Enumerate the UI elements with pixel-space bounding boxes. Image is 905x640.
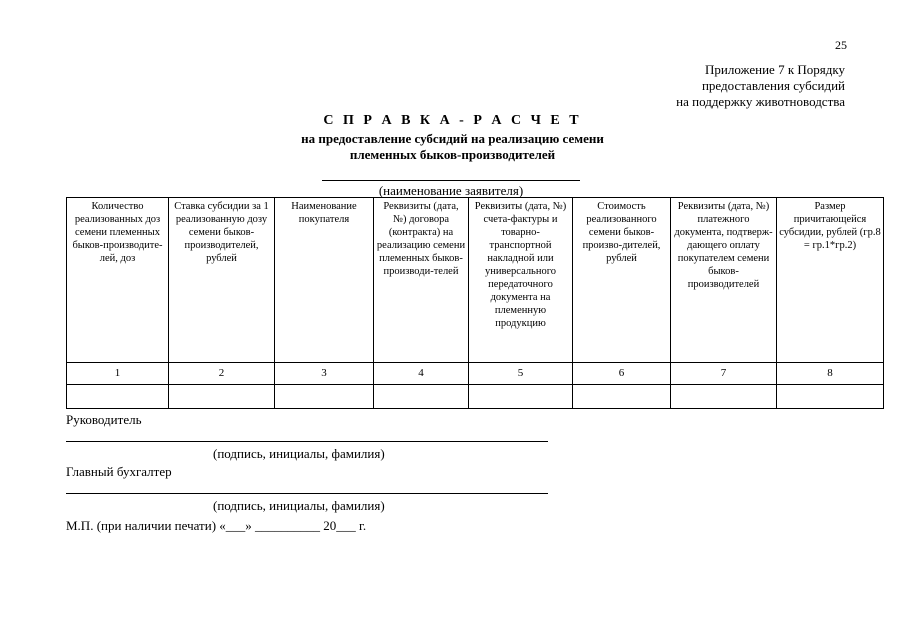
subtitle-line-1: на предоставление субсидий на реализацию семени — [301, 131, 604, 146]
data-cell[interactable] — [777, 385, 884, 409]
data-cell[interactable] — [275, 385, 374, 409]
header-cell: Наименование покупателя — [275, 198, 374, 363]
subtitle-line-2: племенных быков-производителей — [349, 147, 556, 162]
header-cell: Количество реализованных доз семени племенных быков-производите-лей, доз — [67, 198, 169, 363]
column-number-row — [67, 363, 884, 385]
header-cell: Реквизиты (дата, №) счета-фактуры и товарно-транспортной накладной или универсального передаточного документа на племенную продукцию — [469, 198, 573, 363]
column-number: 6 — [573, 363, 671, 385]
header-cell: Размер причитающейся субсидии, рублей (гр.8 = гр.1*гр.2) — [777, 198, 884, 363]
accountant-signature-line[interactable] — [66, 493, 548, 494]
appendix-reference — [676, 62, 845, 110]
column-number: 1 — [67, 363, 169, 385]
header-cell: Стоимость реализованного семени быков-произво-дителей, рублей — [573, 198, 671, 363]
subsidy-calculation-table — [66, 197, 884, 409]
appendix-line-3: на поддержку животноводства — [676, 94, 845, 109]
page-number: 25 — [835, 38, 847, 52]
table-header-row — [67, 198, 884, 363]
header-cell: Ставка субсидии за 1 реализованную дозу семени быков-производителей, рублей — [169, 198, 275, 363]
data-cell[interactable] — [67, 385, 169, 409]
appendix-line-2: предоставления субсидий — [701, 78, 845, 93]
applicant-name-line — [322, 180, 580, 181]
table-data-row — [67, 385, 884, 409]
column-number: 3 — [275, 363, 374, 385]
header-cell: Реквизиты (дата, №) платежного документа, подтверж-дающего оплату покупателем семени быков-производителей — [671, 198, 777, 363]
document-subtitle — [0, 131, 905, 163]
stamp-and-date-line: М.П. (при наличии печати) «___» __________ 20___ г. — [66, 518, 367, 533]
data-cell[interactable] — [374, 385, 469, 409]
head-signature-line[interactable] — [66, 441, 548, 442]
accountant-label: Главный бухгалтер — [66, 464, 172, 479]
document-title: С П Р А В К А - Р А С Ч Е Т — [323, 113, 582, 128]
head-label: Руководитель — [66, 412, 142, 427]
data-cell[interactable] — [469, 385, 573, 409]
appendix-line-1: Приложение 7 к Порядку — [705, 62, 845, 77]
data-cell[interactable] — [671, 385, 777, 409]
column-number: 7 — [671, 363, 777, 385]
applicant-caption: (наименование заявителя) — [378, 183, 524, 198]
column-number: 5 — [469, 363, 573, 385]
data-cell[interactable] — [573, 385, 671, 409]
column-number: 2 — [169, 363, 275, 385]
column-number: 4 — [374, 363, 469, 385]
data-cell[interactable] — [169, 385, 275, 409]
header-cell: Реквизиты (дата, №) договора (контракта) на реализацию семени племенных быков-производи-телей — [374, 198, 469, 363]
accountant-signature-caption: (подпись, инициалы, фамилия) — [213, 498, 385, 513]
head-signature-caption: (подпись, инициалы, фамилия) — [213, 446, 385, 461]
column-number: 8 — [777, 363, 884, 385]
